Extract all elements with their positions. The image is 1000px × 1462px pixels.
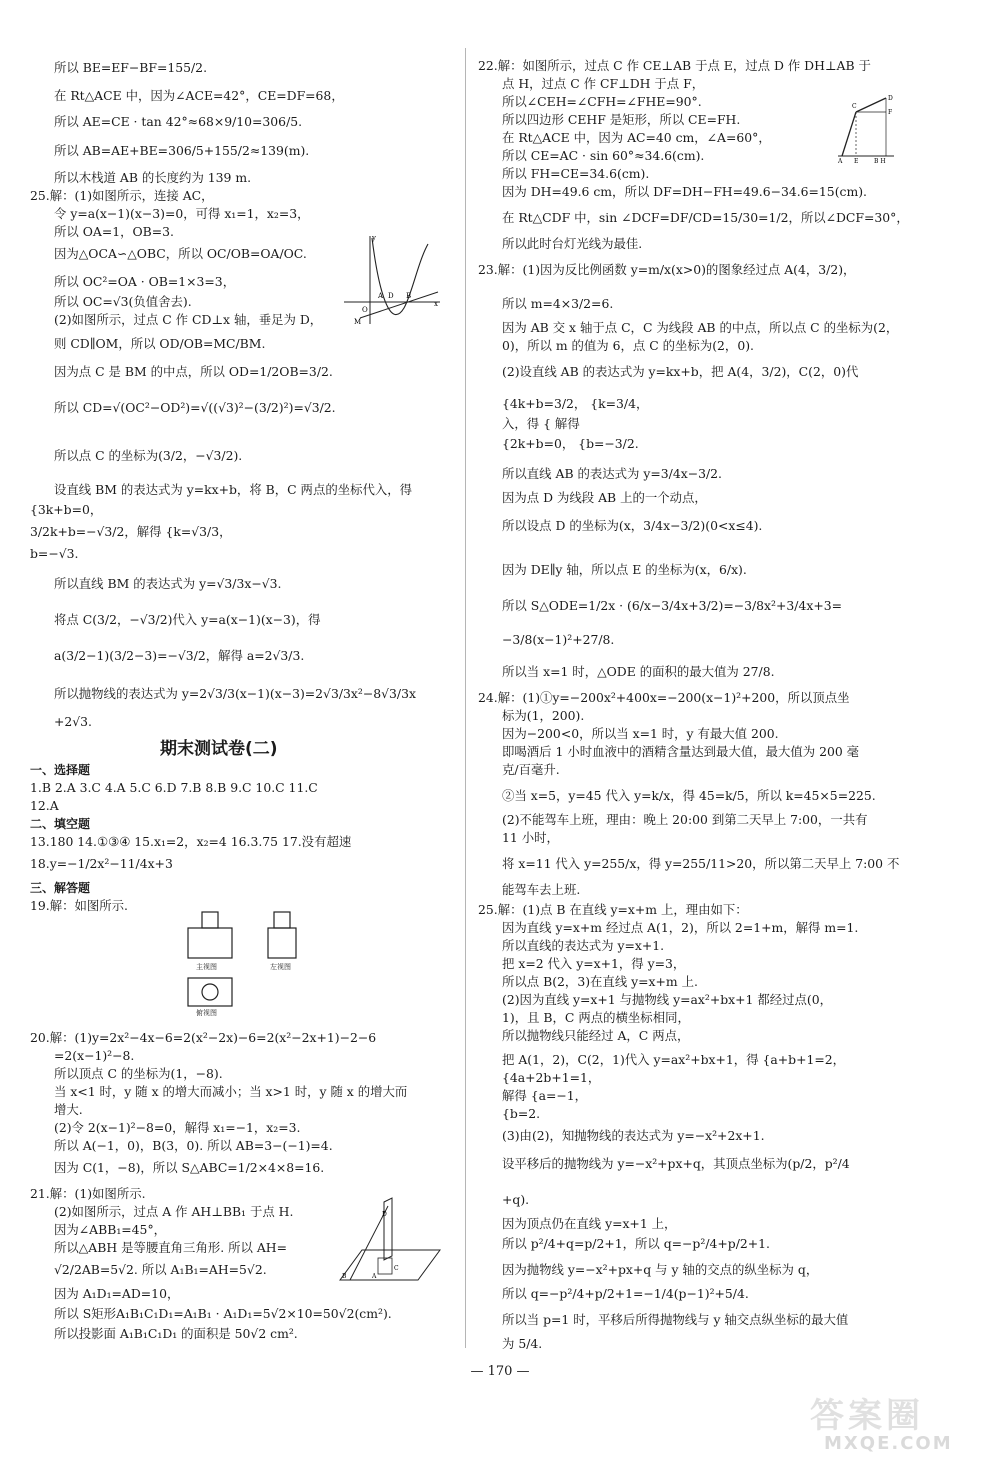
- right-line: (3)由(2)，知抛物线的表达式为 y=−x²+2x+1.: [502, 1128, 765, 1143]
- left-line: 在 Rt△ACE 中，因为∠ACE=42°，CE=DF=68，: [54, 88, 344, 103]
- right-line: 所以点 B(2，3)在直线 y=x+m 上.: [502, 974, 698, 989]
- right-line: {4k+b=3/2， {k=3/4，: [502, 396, 649, 411]
- front-view-label: 主视图: [196, 963, 217, 971]
- svg-text:D: D: [888, 95, 893, 102]
- right-line: −3/8(x−1)²+27/8.: [502, 632, 615, 647]
- section-title: 期末测试卷(二): [160, 739, 278, 759]
- left-line: 所以 OC=√3(负值舍去).: [54, 294, 192, 309]
- left-line: 12.A: [30, 798, 59, 813]
- right-line: 解得 {a=−1，: [502, 1088, 588, 1103]
- left-line: 所以木栈道 AB 的长度约为 139 m.: [54, 170, 252, 185]
- right-line: 1)，且 B，C 两点的横坐标相同，: [502, 1010, 690, 1025]
- right-line: {2k+b=0， {b=−3/2.: [502, 436, 639, 451]
- left-line: 二、填空题: [30, 817, 91, 831]
- right-line: 因为 AB 交 x 轴于点 C，C 为线段 AB 的中点，所以点 C 的坐标为(2，: [502, 320, 899, 335]
- right-line: 11 小时，: [502, 830, 559, 845]
- right-line: 所以 CE=AC · sin 60°≈34.6(cm).: [502, 148, 705, 163]
- right-line: 入，得 { 解得: [502, 416, 580, 431]
- column-divider: [465, 48, 466, 1348]
- right-line: 因为点 D 为线段 AB 上的一个动点，: [502, 490, 707, 505]
- left-line: 增大.: [54, 1102, 83, 1117]
- side-view-label: 左视图: [270, 963, 291, 971]
- left-line: 21.解：(1)如图所示.: [30, 1186, 146, 1201]
- left-line: 19.解：如图所示.: [30, 898, 128, 913]
- svg-text:A: A: [372, 1273, 377, 1280]
- right-line: 所以∠CEH=∠CFH=∠FHE=90°.: [502, 94, 702, 109]
- svg-text:B: B: [342, 1273, 347, 1280]
- svg-text:A: A: [838, 158, 843, 164]
- svg-text:A: A: [378, 292, 384, 300]
- right-line: 因为直线 y=x+m 经过点 A(1，2)，所以 2=1+m，解得 m=1.: [502, 920, 859, 935]
- left-line: 所以直线 BM 的表达式为 y=√3/3x−√3.: [54, 576, 282, 591]
- left-line: 因为点 C 是 BM 的中点，所以 OD=1/2OB=3/2.: [54, 364, 333, 379]
- right-line: 因为 DE∥y 轴，所以点 E 的坐标为(x，6/x).: [502, 562, 747, 577]
- right-line: 为 5/4.: [502, 1336, 543, 1351]
- right-line: (2)因为直线 y=x+1 与抛物线 y=ax²+bx+1 都经过点(0，: [502, 992, 833, 1007]
- right-line: 即喝酒后 1 小时血液中的酒精含量达到最大值，最大值为 200 毫: [502, 744, 860, 759]
- right-line: 所以设点 D 的坐标为(x，3/4x−3/2)(0<x≤4).: [502, 518, 763, 533]
- left-line: b=−√3.: [30, 546, 79, 561]
- right-line: 标为(1，200).: [502, 708, 585, 723]
- svg-text:x: x: [434, 300, 438, 308]
- svg-text:E: E: [854, 158, 859, 164]
- left-line: =2(x−1)²−8.: [54, 1048, 135, 1063]
- right-line: 点 H，过点 C 作 CF⊥DH 于点 F，: [502, 76, 705, 91]
- left-line: 因为△OCA∽△OBC，所以 OC/OB=OA/OC.: [54, 246, 307, 261]
- page-number: — 170 —: [470, 1364, 530, 1379]
- left-line: 18.y=−1/2x²−11/4x+3: [30, 856, 173, 871]
- right-line: 所以 p²/4+q=p/2+1，所以 q=−p²/4+p/2+1.: [502, 1236, 770, 1251]
- left-line: √2/2AB=5√2. 所以 A₁B₁=AH=5√2.: [54, 1262, 267, 1277]
- svg-text:D: D: [388, 292, 394, 300]
- right-line: 所以此时台灯光线为最佳.: [502, 236, 643, 251]
- left-line: 3/2k+b=−√3/2，解得 {k=√3/3，: [30, 524, 232, 539]
- right-line: 因为顶点仍在直线 y=x+1 上，: [502, 1216, 677, 1231]
- right-line: 所以抛物线只能经过 A，C 两点，: [502, 1028, 690, 1043]
- right-line: 所以 FH=CE=34.6(cm).: [502, 166, 650, 181]
- right-line: 22.解：如图所示，过点 C 作 CE⊥AB 于点 E，过点 D 作 DH⊥AB 于: [478, 58, 871, 73]
- left-line: 20.解：(1)y=2x²−4x−6=2(x²−2x)−6=2(x²−2x+1)−2−6: [30, 1030, 377, 1045]
- left-line: 因为∠ABB₁=45°，: [54, 1222, 167, 1237]
- right-line: 因为抛物线 y=−x²+px+q 与 y 轴的交点的纵坐标为 q，: [502, 1262, 819, 1277]
- right-line: {4a+2b+1=1，: [502, 1070, 601, 1085]
- left-line: 将点 C(3/2，−√3/2)代入 y=a(x−1)(x−3)，得: [54, 612, 321, 627]
- svg-text:y: y: [372, 234, 376, 242]
- watermark: [810, 1388, 990, 1458]
- left-line: 所以 CD=√(OC²−OD²)=√((√3)²−(3/2)²)=√3/2.: [54, 400, 336, 415]
- parabola-figure: [342, 232, 442, 328]
- right-line: 所以 m=4×3/2=6.: [502, 296, 614, 311]
- right-line: 所以直线 AB 的表达式为 y=3/4x−3/2.: [502, 466, 722, 481]
- left-line: 当 x<1 时，y 随 x 的增大而减小；当 x>1 时，y 随 x 的增大而: [54, 1084, 408, 1099]
- right-line: 所以四边形 CEHF 是矩形，所以 CE=FH.: [502, 112, 741, 127]
- left-line: 所以 OC²=OA · OB=1×3=3，: [54, 274, 236, 289]
- left-line: (2)令 2(x−1)²−8=0，解得 x₁=−1，x₂=3.: [54, 1120, 301, 1135]
- svg-text:M: M: [354, 318, 362, 326]
- svg-text:B: B: [406, 292, 412, 300]
- right-line: 所以 S△ODE=1/2x · (6/x−3/4x+3/2)=−3/8x²+3/4x+3=: [502, 598, 842, 613]
- left-line: 令 y=a(x−1)(x−3)=0，可得 x₁=1，x₂=3，: [54, 206, 310, 221]
- left-line: 三、解答题: [30, 881, 91, 895]
- lamp-figure: [834, 92, 896, 164]
- right-line: 在 Rt△CDF 中，sin ∠DCF=DF/CD=15/30=1/2，所以∠DCF=30°，: [502, 210, 909, 225]
- right-line: 所以 q=−p²/4+p/2+1=−1/4(p−1)²+5/4.: [502, 1286, 749, 1301]
- right-line: +q).: [502, 1192, 530, 1207]
- left-line: 所以 AB=AE+BE=306/5+155/2≈139(m).: [54, 143, 310, 158]
- left-line: 所以 A(−1，0)，B(3，0). 所以 AB=3−(−1)=4.: [54, 1138, 333, 1153]
- left-line: 则 CD∥OM，所以 OD/OB=MC/BM.: [54, 336, 266, 351]
- three-views-figure: [184, 908, 314, 1017]
- right-line: 克/百毫升.: [502, 762, 560, 777]
- right-line: 把 A(1，2)，C(2，1)代入 y=ax²+bx+1，得 {a+b+1=2，: [502, 1052, 846, 1067]
- left-line: 所以顶点 C 的坐标为(1，−8).: [54, 1066, 223, 1081]
- left-line: a(3/2−1)(3/2−3)=−√3/2，解得 a=2√3/3.: [54, 648, 305, 663]
- svg-text:C: C: [852, 103, 857, 110]
- left-line: 所以投影面 A₁B₁C₁D₁ 的面积是 50√2 cm².: [54, 1326, 298, 1341]
- left-line: (2)如图所示，过点 A 作 AH⊥BB₁ 于点 H.: [54, 1204, 294, 1219]
- left-line: 设直线 BM 的表达式为 y=kx+b，将 B，C 两点的坐标代入，得: [54, 482, 413, 497]
- right-line: 在 Rt△ACE 中，因为 AC=40 cm，∠A=60°，: [502, 130, 771, 145]
- left-line: 因为 A₁D₁=AD=10，: [54, 1286, 180, 1301]
- right-line: 能驾车去上班.: [502, 882, 581, 897]
- left-line: (2)如图所示，过点 C 作 CD⊥x 轴，垂足为 D，: [54, 312, 323, 327]
- left-line: 一、选择题: [30, 763, 91, 777]
- svg-text:D: D: [382, 1211, 387, 1218]
- right-line: ②当 x=5，y=45 代入 y=k/x，得 45=k/5，所以 k=45×5=225.: [502, 788, 876, 803]
- svg-text:F: F: [888, 109, 893, 116]
- right-line: 0)，所以 m 的值为 6，点 C 的坐标为(2，0).: [502, 338, 754, 353]
- watermark-logo: 答案圈: [810, 1396, 924, 1436]
- right-line: 因为−200<0，所以当 x=1 时，y 有最大值 200.: [502, 726, 779, 741]
- right-line: 所以当 x=1 时，△ODE 的面积的最大值为 27/8.: [502, 664, 775, 679]
- left-line: 所以△ABH 是等腰直角三角形. 所以 AH=: [54, 1240, 287, 1255]
- svg-text:O: O: [362, 306, 368, 314]
- projection-figure: [338, 1196, 442, 1286]
- left-line: 所以 AE=CE · tan 42°≈68×9/10=306/5.: [54, 114, 303, 129]
- left-line: 13.180 14.①③④ 15.x₁=2，x₂=4 16.3.75 17.没有超速: [30, 834, 352, 849]
- right-line: 所以直线的表达式为 y=x+1.: [502, 938, 665, 953]
- right-line: 所以当 p=1 时，平移后所得抛物线与 y 轴交点纵坐标的最大值: [502, 1312, 849, 1327]
- right-line: (2)设直线 AB 的表达式为 y=kx+b，把 A(4，3/2)，C(2，0)代: [502, 364, 859, 379]
- right-line: 23.解：(1)因为反比例函数 y=m/x(x>0)的图象经过点 A(4，3/2)，: [478, 262, 856, 277]
- left-line: {3k+b=0，: [30, 502, 103, 517]
- svg-text:C: C: [394, 1265, 399, 1272]
- left-line: 25.解：(1)如图所示，连接 AC，: [30, 188, 214, 203]
- top-view-label: 俯视图: [196, 1009, 217, 1017]
- right-line: 因为 DH=49.6 cm，所以 DF=DH−FH=49.6−34.6=15(cm).: [502, 184, 867, 199]
- left-line: 因为 C(1，−8)，所以 S△ABC=1/2×4×8=16.: [54, 1160, 325, 1175]
- right-line: {b=2.: [502, 1106, 541, 1121]
- svg-text:B H: B H: [874, 158, 886, 164]
- right-line: 25.解：(1)点 B 在直线 y=x+m 上，理由如下：: [478, 902, 748, 917]
- right-line: 24.解：(1)①y=−200x²+400x=−200(x−1)²+200，所以顶点坐: [478, 690, 850, 705]
- right-line: 设平移后的抛物线为 y=−x²+px+q，其顶点坐标为(p/2，p²/4: [502, 1156, 850, 1171]
- left-line: 所以 S矩形A₁B₁C₁D₁=A₁B₁ · A₁D₁=5√2×10=50√2(cm²).: [54, 1306, 392, 1321]
- left-line: 所以 BE=EF−BF=155/2.: [54, 60, 208, 75]
- watermark-url: MXQE.COM: [824, 1433, 953, 1454]
- left-line: 所以 OA=1，OB=3.: [54, 224, 174, 239]
- right-line: (2)不能驾车上班，理由：晚上 20:00 到第二天早上 7:00，一共有: [502, 812, 868, 827]
- right-line: 将 x=11 代入 y=255/x，得 y=255/11>20，所以第二天早上 7:00 不: [502, 856, 900, 871]
- left-line: 所以抛物线的表达式为 y=2√3/3(x−1)(x−3)=2√3/3x²−8√3/3x: [54, 686, 416, 701]
- right-line: 把 x=2 代入 y=x+1，得 y=3，: [502, 956, 686, 971]
- left-line: +2√3.: [54, 714, 92, 729]
- left-line: 所以点 C 的坐标为(3/2，−√3/2).: [54, 448, 243, 463]
- left-line: 1.B 2.A 3.C 4.A 5.C 6.D 7.B 8.B 9.C 10.C 11.C: [30, 780, 318, 795]
